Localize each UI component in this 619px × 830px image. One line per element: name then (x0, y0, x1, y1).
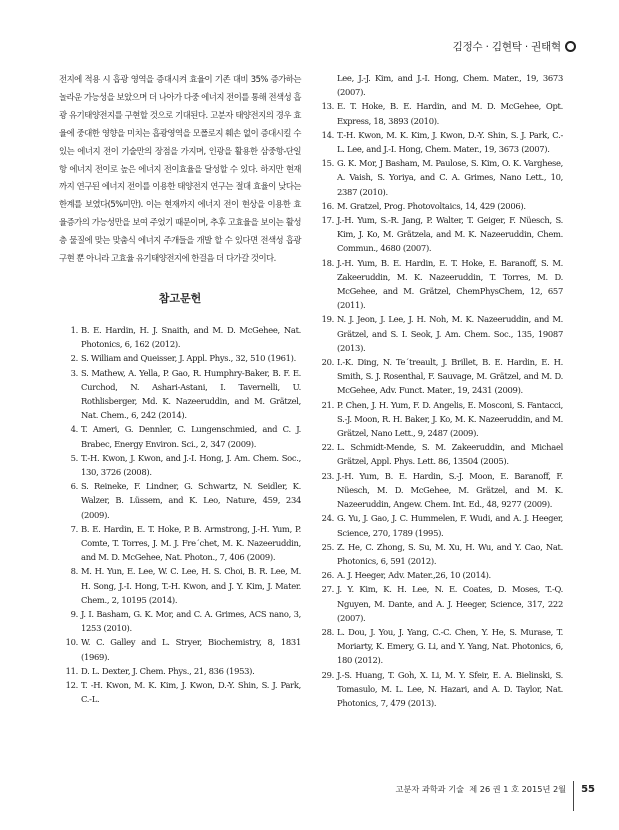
reference-text: S. Reineke, F. Lindner, G. Schwartz, N. Seidler, K. Walzer, B. Lüssem, and K. Leo, Nature, 459, 234 (2009). (81, 481, 301, 520)
reference-text: W. C. Galley and L. Stryer, Biochemistry, 8, 1831 (1969). (81, 637, 301, 662)
reference-number: 14. (321, 129, 334, 140)
header-authors: 김정수 · 김현탁 · 권태혁 (452, 41, 561, 53)
reference-item (313, 469, 563, 512)
reference-item (59, 366, 301, 423)
reference-number: 11. (65, 665, 78, 676)
reference-number: 8. (70, 566, 78, 577)
reference-number: 10. (65, 637, 78, 648)
reference-text: J. I. Basham, G. K. Mor, and C. A. Grimes, ACS nano, 3, 1253 (2010). (81, 609, 301, 634)
circle-bullet-icon (565, 41, 576, 52)
reference-number: 20. (321, 357, 334, 368)
reference-text: J. Y. Kim, K. H. Lee, N. E. Coates, D. Moses, T.-Q. Nguyen, M. Dante, and A. J. Heeger, Science, 317, 222 (2007). (337, 584, 563, 623)
reference-text: A. J. Heeger, Adv. Mater.,26, 10 (2014). (337, 570, 491, 581)
reference-item (313, 99, 563, 127)
reference-item (313, 128, 563, 156)
reference-text: T.-H. Kwon, M. K. Kim, J. Kwon, D.-Y. Shin, S. J. Park, C.-L. Lee, and J.-I. Hong, Chem. Mater., 19, 3673 (2007). (337, 129, 563, 155)
reference-text: M. H. Yun, E. Lee, W. C. Lee, H. S. Choi, B. R. Lee, M. H. Song, J.-I. Hong, T.-H. Kwon, and J. Y. Kim, J. Mater. Chem., 2, 10195 (2014). (81, 566, 301, 605)
reference-number: 19. (321, 314, 334, 325)
reference-text: I.-K. Ding, N. Te´treault, J. Brillet, B. E. Hardin, E. H. Smith, S. J. Rosenthal, F. Sauvage, M. Grätzel, and M. D. McGehee, Adv. Funct. Mater., 19, 2431 (2009). (337, 357, 563, 396)
reference-item (59, 607, 301, 635)
references-list-left (59, 323, 301, 706)
reference-number: 13. (321, 101, 334, 112)
reference-text: G. K. Mor, J Basham, M. Paulose, S. Kim, O. K. Varghese, A. Vaish, S. Yoriya, and C. A. Grimes, Nano Lett., 10, 2387 (2010). (337, 158, 563, 197)
reference-number: 7. (70, 523, 78, 534)
reference-number: 3. (70, 367, 78, 378)
reference-text: J.-H. Yum, B. E. Hardin, E. T. Hoke, E. Baranoff, S. M. Zakeeruddin, M. K. Nazeeruddin, T. Torres, M. D. McGehee, and M. Grätzel, ChemPhysChem, 12, 657 (2011). (337, 257, 563, 311)
reference-number: 15. (321, 158, 334, 169)
reference-item (59, 664, 301, 678)
body-paragraph: 전지에 적용 시 흡광 영역을 증대시켜 효율이 기존 대비 35% 증가하는 놀라운 가능성을 보았으며 더 나아가 다중 에너지 전이를 통해 전색성 흡광 유기태양전지를 구현할 것으로 기대된다. 고분자 태양전지의 경우 효율에 중대한 영향을 미치는 흡광영역을 모폴로지 훼손 없이 증대시킬 수 있는 에너지 전이 기술만의 장점을 가지며, 인광을 활용한 삼중항-단일항 에너지 전이로 높은 에너지 전이효율을 달성할 수 있다. 하지만 현재까지 연구된 에너지 전이를 이용한 태양전지 연구는 절대 효율이 낮다는 한계를 보였다(5%미만). 이는 현재까지 에너지 전이 현상을 이용한 효율증가의 가능성만을 보여 주었기 때문이며, 추후 고효율을 보이는 활성층 물질에 맞는 맞춤식 에너지 주개들을 개발 할 수 있다면 전색성 흡광 구현 뿐 아니라 고효율 유기태양전지에 한걸음 더 다가갈 것이다. (59, 74, 301, 264)
reference-number: 5. (70, 452, 78, 463)
reference-number: 25. (321, 541, 334, 552)
reference-text: M. Gratzel, Prog. Photovoltaics, 14, 429 (2006). (337, 200, 526, 211)
reference-text: E. T. Hoke, B. E. Hardin, and M. D. McGehee, Opt. Express, 18, 3893 (2010). (337, 101, 563, 126)
reference-item (59, 451, 301, 479)
reference-item (59, 351, 301, 365)
reference-text: J.-S. Huang, T. Goh, X. Li, M. Y. Sfeir, E. A. Bielinski, S. Tomasulo, M. L. Lee, N. Hazari, and A. D. Taylor, Nat. Photonics, 7, 479 (2013). (337, 669, 563, 708)
reference-text: D. L. Dexter, J. Chem. Phys., 21, 836 (1953). (81, 665, 255, 676)
reference-item (313, 625, 563, 668)
reference-item (313, 156, 563, 199)
right-column (313, 71, 563, 710)
reference-item (313, 540, 563, 568)
reference-text: T. -H. Kwon, M. K. Kim, J. Kwon, D.-Y. Shin, S. J. Park, C.-L. (81, 680, 301, 705)
reference-number: 26. (321, 570, 334, 581)
reference-item (59, 564, 301, 607)
reference-number: 17. (321, 215, 334, 226)
reference-text: S. Mathew, A. Yella, P. Gao, R. Humphry-Baker, B. F. E. Curchod, N. Ashari-Astani, I. Tavernelli, U. Rothlisberger, Md. K. Nazeeruddin, and M. Grätzel, Nat. Chem., 6, 242 (2014). (81, 367, 301, 421)
reference-item (313, 668, 563, 711)
footer-issue: 제 26 권 1 호 2015년 2월 (469, 783, 567, 794)
footer-journal: 고분자 과학과 기술 (395, 783, 465, 794)
reference-text: J.-H. Yum, S.-R. Jang, P. Walter, T. Geiger, F. Nüesch, S. Kim, J. Ko, M. Grätzela, and M. K. Nazeeruddin, Chem. Commun., 4680 (2007). (337, 215, 563, 254)
reference-text: L. Dou, J. You, J. Yang, C.-C. Chen, Y. He, S. Murase, T. Moriarty, K. Emery, G. Li, and Y. Yang, Nat. Photonics, 6, 180 (2012). (337, 626, 563, 666)
reference-item (313, 568, 563, 582)
reference-number: 6. (70, 481, 78, 492)
reference-item (313, 511, 563, 539)
reference-item (313, 312, 563, 355)
running-header (453, 39, 576, 54)
reference-item (59, 678, 301, 706)
reference-item (59, 323, 301, 351)
reference-text: B. E. Hardin, H. J. Snaith, and M. D. McGehee, Nat. Photonics, 6, 162 (2012). (81, 324, 301, 350)
reference-item (313, 256, 563, 313)
reference-text: J.-H. Yum, B. E. Hardin, S.-J. Moon, E. Baranoff, F. Nüesch, M. D. McGehee, M. Grätzel, and M. K. Nazeeruddin, Angew. Chem. Int. Ed., 48, 9277 (2009). (337, 470, 563, 510)
reference-text: B. E. Hardin, E. T. Hoke, P. B. Armstrong, J.-H. Yum, P. Comte, T. Torres, J. M. J. Fre´chet, M. K. Nazeeruddin, and M. D. McGehee, Nat. Photon., 7, 406 (2009). (81, 523, 301, 563)
reference-number: 27. (321, 584, 334, 595)
reference-number: 18. (321, 257, 334, 268)
footer-divider (573, 781, 574, 811)
reference-number: 2. (70, 353, 78, 364)
reference-text: T. Ameri, G. Dennler, C. Lungenschmied, and C. J. Brabec, Energy Environ. Sci., 2, 347 (2009). (81, 424, 301, 449)
reference-number: 23. (321, 470, 334, 481)
reference-item (59, 522, 301, 565)
reference-item (59, 479, 301, 522)
reference-text: P. Chen, J. H. Yum, F. D. Angelis, E. Mosconi, S. Fantacci, S.-J. Moon, R. H. Baker, J. Ko, M. K. Nazeeruddin, and M. Grätzel, Nano Lett., 9, 2487 (2009). (337, 399, 563, 439)
reference-number: 29. (321, 669, 334, 680)
reference-number: 12. (65, 680, 78, 691)
reference-item (59, 635, 301, 663)
reference-continuation: Lee, J.-J. Kim, and J.-I. Hong, Chem. Mater., 19, 3673 (2007). (337, 73, 563, 98)
reference-number: 22. (321, 442, 334, 453)
reference-item (313, 213, 563, 256)
left-column (59, 71, 301, 706)
reference-item (313, 582, 563, 625)
page-number: 55 (581, 783, 595, 795)
reference-text: N. J. Jeon, J. Lee, J. H. Noh, M. K. Nazeeruddin, and M. Grätzel, and S. I. Seok, J. Am. Chem. Soc., 135, 19087 (2013). (337, 314, 563, 353)
reference-number: 4. (70, 424, 78, 435)
reference-text: T.-H. Kwon, J. Kwon, and J.-I. Hong, J. Am. Chem. Soc., 130, 3726 (2008). (81, 452, 301, 477)
reference-number: 9. (70, 609, 78, 620)
reference-text: L. Schmidt-Mende, S. M. Zakeeruddin, and Michael Grätzel, Appl. Phys. Lett. 86, 13504 (2005). (337, 442, 563, 467)
reference-number: 1. (70, 324, 78, 335)
reference-item (313, 398, 563, 441)
reference-item (313, 199, 563, 213)
reference-text: Z. He, C. Zhong, S. Su, M. Xu, H. Wu, and Y. Cao, Nat. Photonics, 6, 591 (2012). (337, 541, 563, 566)
reference-item (313, 355, 563, 398)
reference-number: 16. (321, 200, 334, 211)
reference-text: S. William and Queisser, J. Appl. Phys., 32, 510 (1961). (81, 353, 296, 364)
reference-text: G. Yu, J. Gao, J. C. Hummelen, F. Wudi, and A. J. Heeger, Science, 270, 1789 (1995). (337, 513, 563, 538)
reference-number: 21. (321, 399, 334, 410)
references-heading: 참고문헌 (158, 291, 202, 305)
page-footer (396, 774, 595, 804)
reference-number: 28. (321, 626, 334, 637)
reference-number: 24. (321, 513, 334, 524)
reference-item (313, 440, 563, 468)
reference-item (59, 422, 301, 450)
references-list-right (313, 71, 563, 710)
